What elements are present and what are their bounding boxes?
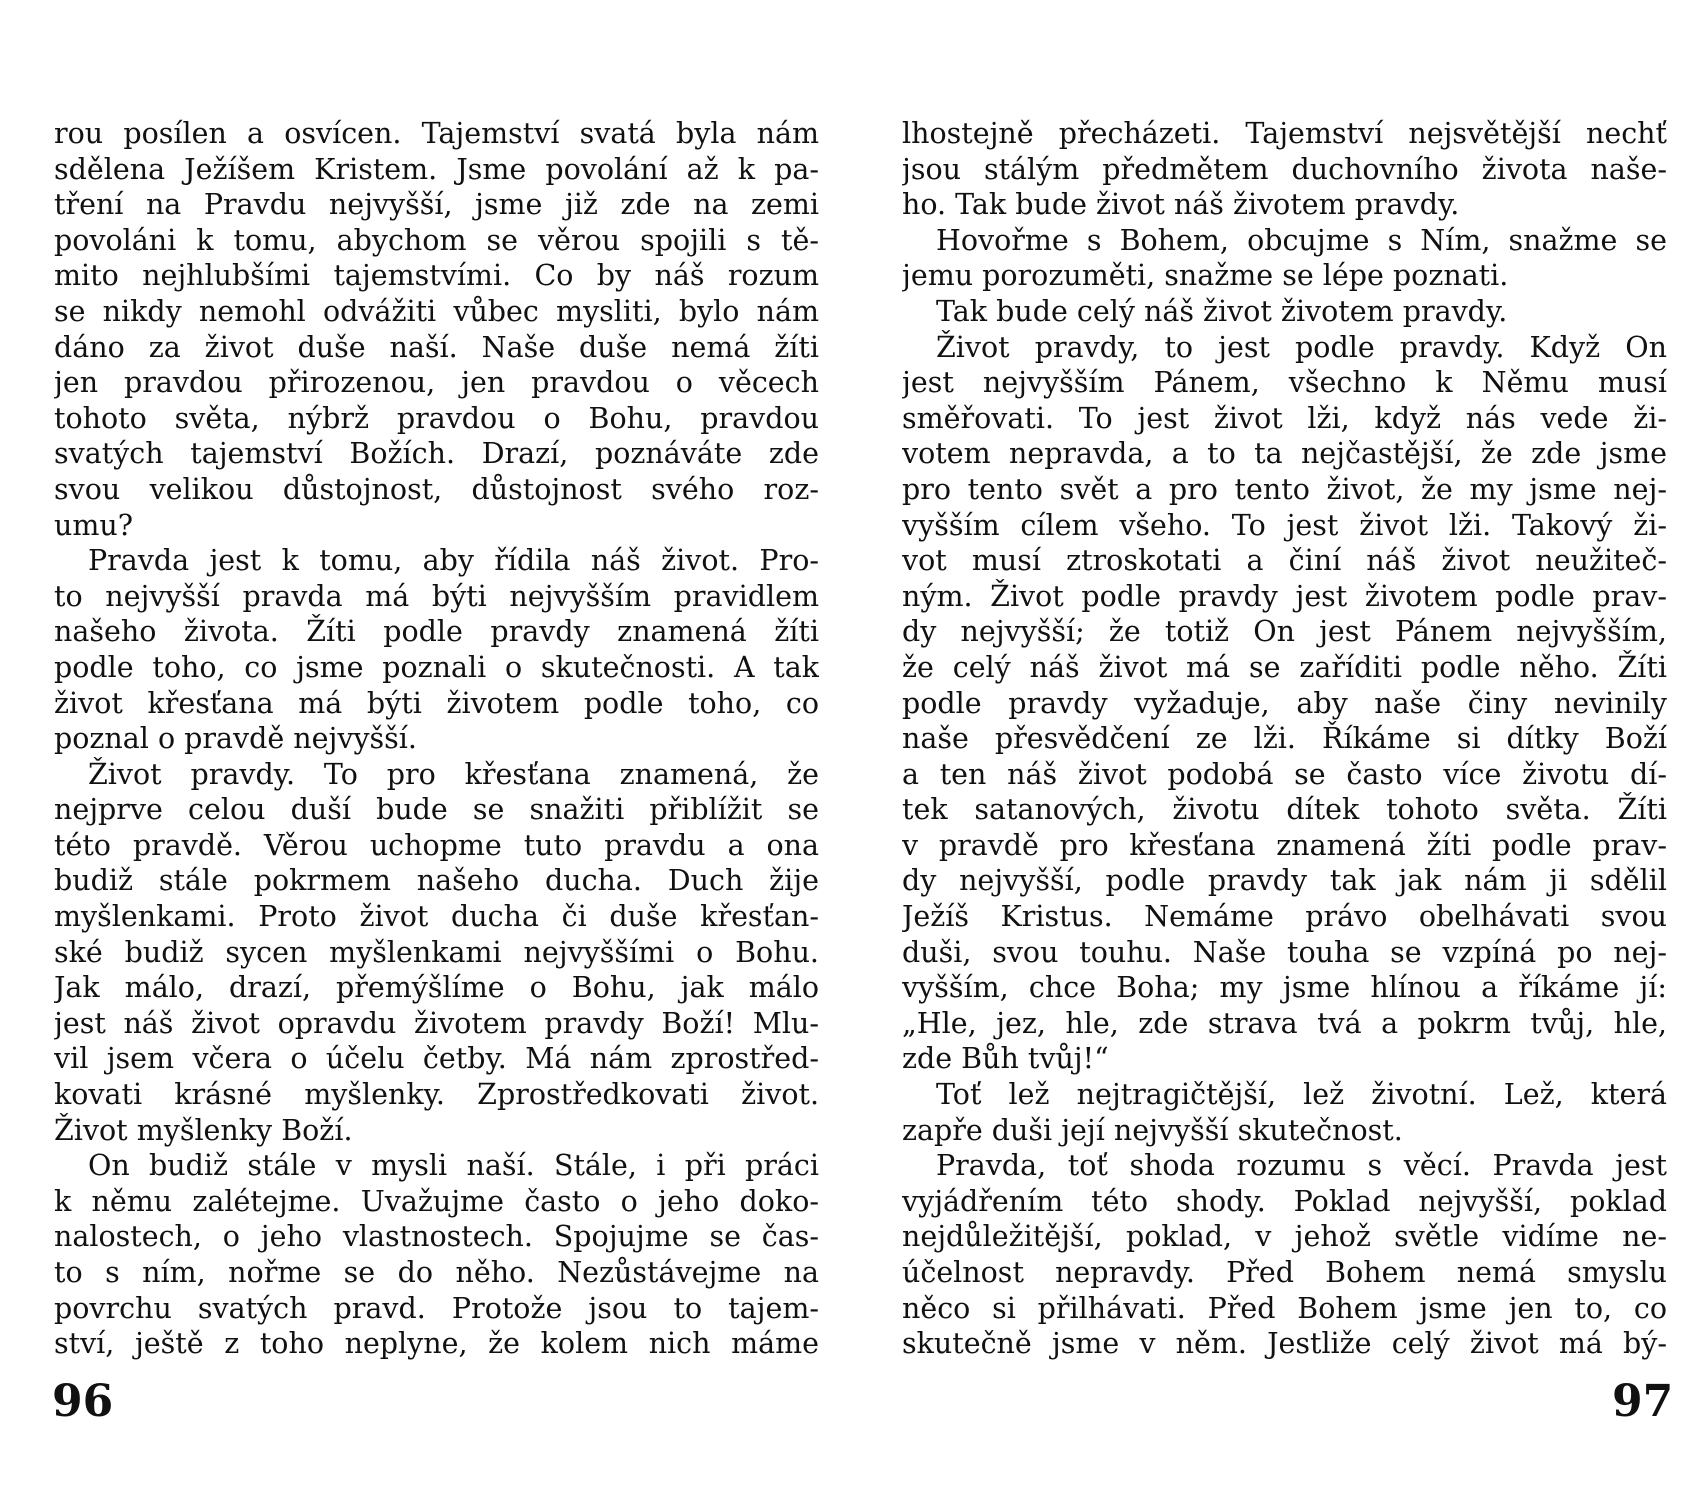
text-line: naše přesvědčení ze lži. Říkáme si dítky Boží xyxy=(902,722,1667,756)
text-line: svou velikou důstojnost, důstojnost svého roz- xyxy=(54,472,819,506)
text-line: jemu porozuměti, snažme se lépe poznati. xyxy=(902,259,1509,293)
text-line: to nejvyšší pravda má býti nejvyšším pravidlem xyxy=(54,579,819,613)
text-line: umu? xyxy=(54,508,134,542)
text-line: tek satanových, životu dítek tohoto světa. Žíti xyxy=(902,793,1667,827)
text-line: Jak málo, drazí, přemýšlíme o Bohu, jak málo xyxy=(54,971,819,1005)
text-line: vil jsem včera o účelu četby. Má nám zprostřed- xyxy=(54,1042,819,1076)
text-line: poznal o pravdě nejvyšší. xyxy=(54,722,417,756)
text-line: tohoto světa, nýbrž pravdou o Bohu, pravdou xyxy=(54,401,819,435)
text-line: Ježíš Kristus. Nemáme právo obelhávati svou xyxy=(902,900,1667,934)
text-line: povoláni k tomu, abychom se věrou spojili s tě- xyxy=(54,223,819,257)
text-line: dy nejvyšší, podle pravdy tak jak nám ji sdělil xyxy=(902,864,1667,898)
text-line: nalostech, o jeho vlastnostech. Spojujme se čas- xyxy=(54,1220,819,1254)
text-line: zapře duši její nejvyšší skutečnost. xyxy=(902,1113,1403,1147)
text-line: pro tento svět a pro tento život, že my jsme nej- xyxy=(902,472,1667,506)
text-line: Život myšlenky Boží. xyxy=(54,1113,353,1147)
text-line: dy nejvyšší; že totiž On jest Pánem nejvyšším, xyxy=(902,615,1667,649)
text-line: vyšším cílem všeho. To jest život lži. Takový ži- xyxy=(902,508,1667,542)
text-line: a ten náš život podobá se často více životu dí- xyxy=(902,757,1667,791)
text-line: votem nepravda, a to ta nejčastější, že zde jsme xyxy=(902,437,1667,471)
text-line: ho. Tak bude život náš životem pravdy. xyxy=(902,188,1460,222)
text-line: podle toho, co jsme poznali o skutečnosti. A tak xyxy=(54,650,819,684)
text-line: lhostejně přecházeti. Tajemství nejsvětější nechť xyxy=(902,117,1667,150)
right-page-text xyxy=(902,116,1667,1362)
text-line: ské budiž sycen myšlenkami nejvyššími o Bohu. xyxy=(54,935,819,969)
text-line: Pravda, toť shoda rozumu s věcí. Pravda jest xyxy=(936,1149,1667,1183)
text-line: jest náš život opravdu životem pravdy Boží! Mlu- xyxy=(54,1006,819,1040)
text-line: jest nejvyšším Pánem, všechno k Němu musí xyxy=(902,366,1667,400)
page-number-right: 97 xyxy=(1612,1376,1674,1427)
text-line: „Hle, jez, hle, zde strava tvá a pokrm tvůj, hle, xyxy=(902,1006,1667,1040)
text-line: Toť lež nejtragičtější, lež životní. Lež, která xyxy=(936,1078,1667,1112)
text-line: že celý náš život má se zaříditi podle něho. Žíti xyxy=(902,650,1667,684)
text-line: směřovati. To jest život lži, když nás vede ži- xyxy=(902,401,1667,435)
text-line: duši, svou touhu. Naše touha se vzpíná po nej- xyxy=(902,935,1667,969)
text-line: svatých tajemství Božích. Drazí, poznáváte zde xyxy=(54,437,819,471)
text-line: našeho života. Žíti podle pravdy znamená žíti xyxy=(54,615,819,649)
text-line: k němu zalétejme. Uvažujme často o jeho doko- xyxy=(54,1184,819,1218)
text-line: se nikdy nemohl odvážiti vůbec mysliti, bylo nám xyxy=(54,294,819,328)
text-line: Život pravdy, to jest podle pravdy. Když On xyxy=(936,330,1667,364)
text-line: podle pravdy vyžaduje, aby naše činy nevinily xyxy=(902,686,1667,720)
text-line: v pravdě pro křesťana znamená žíti podle prav- xyxy=(902,828,1667,862)
text-line: jen pravdou přirozenou, jen pravdou o věcech xyxy=(54,366,819,400)
text-line: tření na Pravdu nejvyšší, jsme již zde na zemi xyxy=(54,188,819,222)
text-line: ným. Život podle pravdy jest životem podle prav- xyxy=(902,579,1667,613)
text-line: vyjádřením této shody. Poklad nejvyšší, poklad xyxy=(902,1184,1667,1218)
text-line: nejdůležitější, poklad, v jehož světle vidíme ne- xyxy=(902,1220,1667,1254)
text-line: vyšším, chce Boha; my jsme hlínou a říkáme jí: xyxy=(902,971,1667,1005)
text-line: účelnost nepravdy. Před Bohem nemá smyslu xyxy=(902,1256,1667,1289)
text-line: mito nejhlubšími tajemstvími. Co by náš rozum xyxy=(54,259,819,293)
text-line: dáno za život duše naší. Naše duše nemá žíti xyxy=(54,330,819,364)
text-line: to s ním, nořme se do něho. Nezůstávejme na xyxy=(54,1256,819,1289)
text-line: život křesťana má býti životem podle toho, co xyxy=(54,686,819,720)
text-line: této pravdě. Věrou uchopme tuto pravdu a ona xyxy=(54,828,819,862)
page-number-left: 96 xyxy=(52,1376,114,1427)
text-line: zde Bůh tvůj!“ xyxy=(902,1042,1109,1076)
text-line: vot musí ztroskotati a činí náš život neužiteč- xyxy=(902,544,1667,578)
text-line: Pravda jest k tomu, aby řídila náš život. Pro- xyxy=(88,544,819,578)
text-line: myšlenkami. Proto život ducha či duše křesťan- xyxy=(54,900,819,934)
text-line: sdělena Ježíšem Kristem. Jsme povolání až k pa- xyxy=(54,152,819,186)
text-line: Tak bude celý náš život životem pravdy. xyxy=(936,294,1508,328)
text-line: povrchu svatých pravd. Protože jsou to tajem- xyxy=(54,1291,819,1325)
text-line: něco si přilhávati. Před Bohem jsme jen to, co xyxy=(902,1291,1667,1325)
text-line: ství, ještě z toho neplyne, že kolem nich máme xyxy=(54,1327,819,1361)
text-line: skutečně jsme v něm. Jestliže celý život má bý- xyxy=(902,1327,1667,1361)
text-line: kovati krásné myšlenky. Zprostředkovati život. xyxy=(54,1078,819,1112)
left-page-text xyxy=(54,116,819,1362)
text-line: nejprve celou duší bude se snažiti přiblížit se xyxy=(54,793,819,827)
text-line: budiž stále pokrmem našeho ducha. Duch žije xyxy=(54,864,819,898)
text-line: Hovořme s Bohem, obcujme s Ním, snažme se xyxy=(936,223,1667,257)
text-line: jsou stálým předmětem duchovního života naše- xyxy=(902,152,1667,186)
text-line: Život pravdy. To pro křesťana znamená, že xyxy=(88,757,819,791)
text-line: rou posílen a osvícen. Tajemství svatá byla nám xyxy=(54,117,819,150)
text-line: On budiž stále v mysli naší. Stále, i při práci xyxy=(88,1149,819,1183)
